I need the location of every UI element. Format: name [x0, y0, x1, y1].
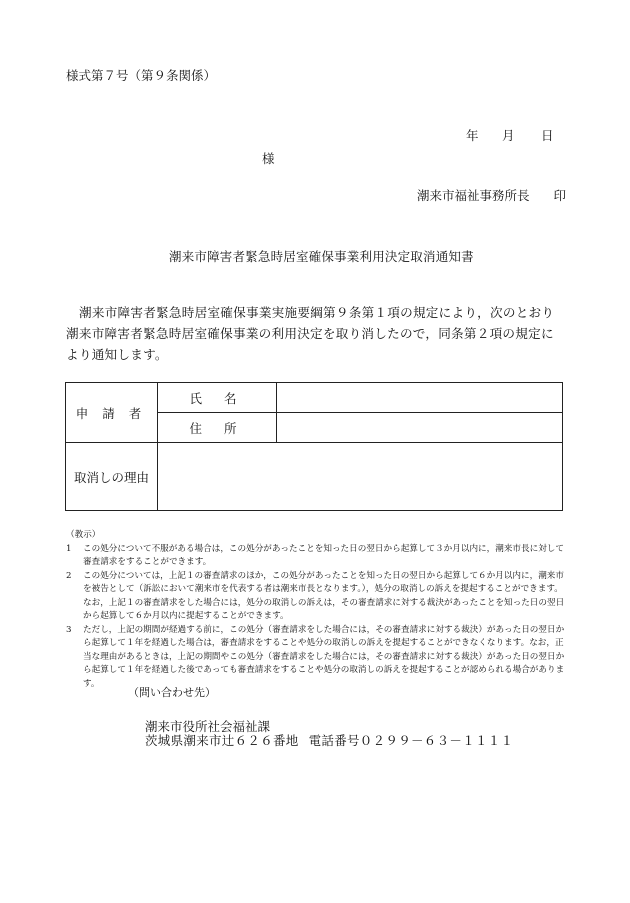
- contact-address-line: [145, 731, 513, 749]
- instructions: [66, 529, 566, 691]
- date-year-label: 年: [466, 128, 479, 143]
- instruction-text: この処分について不服がある場合は，この処分があったことを知った日の翌日から起算して３か月以内に，潮来市長に対して審査請求をすることができます。: [83, 543, 564, 567]
- instruction-item: [66, 624, 566, 692]
- form-number: 様式第７号（第９条関係）: [66, 68, 217, 83]
- notice-table: [65, 382, 563, 511]
- address-value: [277, 413, 563, 443]
- issuer-name: 潮来市福祉事務所長: [417, 188, 530, 203]
- document-title: 潮来市障害者緊急時居室確保事業利用決定取消通知書: [169, 249, 474, 264]
- instructions-heading: （教示）: [66, 530, 101, 540]
- contact-department: 潮来市役所社会福祉課: [145, 719, 271, 734]
- reason-value: [158, 443, 563, 511]
- name-value: [277, 383, 563, 413]
- name-label: 氏名: [158, 383, 277, 413]
- instruction-number: 2: [66, 570, 72, 581]
- date-month-label: 月: [502, 128, 515, 143]
- instruction-number: 1: [66, 543, 72, 554]
- contact-heading: （問い合わせ先）: [128, 686, 216, 699]
- contact-phone: 電話番号０２９９－６３－１１１１: [308, 733, 514, 748]
- instruction-text: ただし，上記の期間が経過する前に，この処分（審査請求をした場合には，その審査請求に対する裁決）があった日の翌日から起算して１年を経過した場合は，審査請求をすることや処分の取消しの訴えを提起することができなくなります。なお，正当な理由があるときは，上記の期間やこの処分（審査請求をした場合には，その審査請求に対する裁決）があった日の翌日から起算して１年を経過した後であっても審査請求をすることや処分の取消しの訴えを提起することが認められる場合があります。: [83, 624, 565, 689]
- instruction-item: [66, 570, 566, 624]
- instruction-item: [66, 543, 566, 570]
- seal-mark: 印: [553, 188, 567, 203]
- contact-address: 茨城県潮来市辻６２６番地: [145, 733, 299, 748]
- instruction-number: 3: [66, 624, 72, 635]
- body-text: 潮来市障害者緊急時居室確保事業実施要綱第９条第１項の規定により，次のとおり潮来市障害者緊急時居室確保事業の利用決定を取り消したので，同条第２項の規定により通知します。: [66, 305, 555, 362]
- applicant-label: 申請者: [66, 383, 158, 443]
- reason-label: 取消しの理由: [66, 443, 158, 511]
- date-day-label: 日: [541, 128, 554, 143]
- addressee-suffix: 様: [262, 151, 275, 166]
- issuer: [417, 186, 566, 204]
- address-label: 住所: [158, 413, 277, 443]
- instruction-text: この処分については，上記１の審査請求のほか，この処分があったことを知った日の翌日から起算して６か月以内に，潮来市を被告として（訴訟において潮来市を代表する者は潮来市長となります。），処分の取消しの訴えを提起することができます。なお，上記１の審査請求をした場合には，処分の取消しの訴えは，その審査請求に対する裁決があったことを知った日の翌日から起算して６か月以内に提起することができます。: [83, 570, 565, 621]
